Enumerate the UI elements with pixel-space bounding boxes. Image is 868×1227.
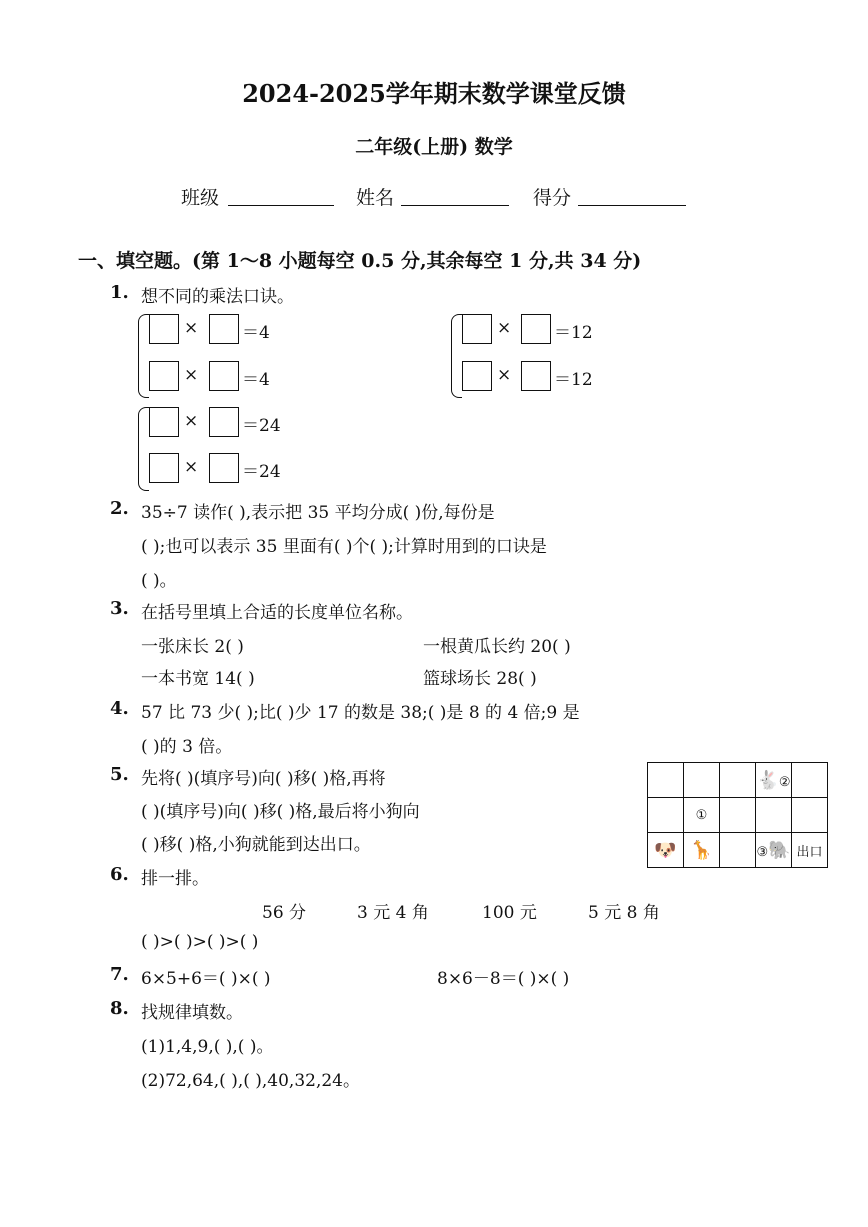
- marker-2: ②: [778, 774, 791, 790]
- answer-box[interactable]: [209, 361, 239, 391]
- question-number: 7.: [110, 964, 129, 985]
- question-number: 8.: [110, 998, 129, 1019]
- question-line: ( );也可以表示 35 里面有( )个( );计算时用到的口诀是: [141, 537, 547, 557]
- answer-box[interactable]: [149, 407, 179, 437]
- question-number: 1.: [110, 282, 129, 303]
- question-number: 4.: [110, 698, 129, 719]
- times-sign: ×: [184, 365, 199, 385]
- elephant-icon: 🐘: [768, 839, 791, 861]
- ordering-line: ( )>( )>( )>( ): [141, 932, 259, 952]
- grid-cell: [756, 798, 792, 833]
- question-text: 排一排。: [141, 869, 209, 889]
- answer-box[interactable]: [149, 453, 179, 483]
- equals-value: ＝4: [242, 323, 270, 343]
- question-line: ( )。: [141, 571, 177, 591]
- money-item: 3 元 4 角: [357, 903, 429, 923]
- grid-cell: [720, 763, 756, 798]
- rabbit-icon: 🐇: [756, 769, 779, 791]
- grid-cell: [648, 798, 684, 833]
- answer-box[interactable]: [209, 407, 239, 437]
- answer-item: 篮球场长 28( ): [423, 669, 537, 689]
- equals-value: ＝12: [554, 323, 593, 343]
- brace: [138, 314, 149, 398]
- times-sign: ×: [184, 318, 199, 338]
- class-field[interactable]: [228, 205, 334, 206]
- times-sign: ×: [497, 318, 512, 338]
- answer-box[interactable]: [462, 361, 492, 391]
- answer-box[interactable]: [521, 361, 551, 391]
- equation-a: 6×5+6＝( )×( ): [141, 969, 271, 989]
- question-line: 35÷7 读作( ),表示把 35 平均分成( )份,每份是: [141, 503, 495, 523]
- page-subtitle: 二年级(上册) 数学: [355, 136, 513, 158]
- question-line: ( )移( )格,小狗就能到达出口。: [141, 835, 371, 855]
- money-item: 5 元 8 角: [588, 903, 660, 923]
- giraffe-icon: 🦒: [690, 839, 713, 861]
- grid-cell: [684, 763, 720, 798]
- question-line: ( )(填序号)向( )移( )格,最后将小狗向: [141, 802, 420, 822]
- equals-value: ＝24: [242, 462, 281, 482]
- money-item: 100 元: [482, 903, 537, 923]
- grid-cell: [756, 833, 792, 868]
- grid-cell: [756, 763, 792, 798]
- question-text: 想不同的乘法口诀。: [141, 287, 294, 307]
- question-text: 找规律填数。: [141, 1003, 243, 1023]
- grid-cell: [720, 833, 756, 868]
- class-label: 班级: [181, 187, 220, 209]
- question-line: 57 比 73 少( );比( )少 17 的数是 38;( )是 8 的 4 倍;9 是: [141, 703, 580, 723]
- answer-item: 一张床长 2( ): [141, 637, 244, 657]
- grid-cell: [792, 833, 828, 868]
- question-number: 5.: [110, 764, 129, 785]
- times-sign: ×: [497, 365, 512, 385]
- times-sign: ×: [184, 457, 199, 477]
- dog-icon: 🐶: [654, 839, 677, 861]
- section-heading: 一、填空题。(第 1～8 小题每空 0.5 分,其余每空 1 分,共 34 分): [78, 250, 642, 272]
- answer-box[interactable]: [521, 314, 551, 344]
- answer-box[interactable]: [149, 361, 179, 391]
- answer-box[interactable]: [462, 314, 492, 344]
- question-number: 6.: [110, 864, 129, 885]
- question-line: 先将( )(填序号)向( )移( )格,再将: [141, 769, 386, 789]
- grid-cell: [684, 833, 720, 868]
- name-field[interactable]: [401, 205, 509, 206]
- brace: [451, 314, 462, 398]
- equals-value: ＝12: [554, 370, 593, 390]
- answer-item: 一根黄瓜长约 20( ): [423, 637, 571, 657]
- grid-cell: [684, 798, 720, 833]
- maze-grid: [647, 762, 828, 868]
- brace: [138, 407, 149, 491]
- marker-1: ①: [695, 808, 708, 823]
- score-field[interactable]: [578, 205, 686, 206]
- equation-b: 8×6－8＝( )×( ): [437, 969, 570, 989]
- answer-item: 一本书宽 14( ): [141, 669, 255, 689]
- answer-box[interactable]: [209, 314, 239, 344]
- times-sign: ×: [184, 411, 199, 431]
- name-label: 姓名: [356, 187, 395, 209]
- question-text: 在括号里填上合适的长度单位名称。: [141, 603, 413, 623]
- answer-box[interactable]: [209, 453, 239, 483]
- equals-value: ＝4: [242, 370, 270, 390]
- grid-cell: [792, 763, 828, 798]
- sequence-2: (2)72,64,( ),( ),40,32,24。: [141, 1071, 360, 1091]
- grid-cell: [720, 798, 756, 833]
- equals-value: ＝24: [242, 416, 281, 436]
- answer-box[interactable]: [149, 314, 179, 344]
- question-line: ( )的 3 倍。: [141, 737, 233, 757]
- grid-cell: [648, 763, 684, 798]
- exit-label: 出口: [796, 844, 823, 860]
- money-item: 56 分: [262, 903, 307, 923]
- marker-3: ③: [756, 844, 769, 860]
- question-number: 3.: [110, 598, 129, 619]
- grid-cell: [792, 798, 828, 833]
- page-title: 2024-2025学年期末数学课堂反馈: [242, 79, 626, 108]
- sequence-1: (1)1,4,9,( ),( )。: [141, 1037, 274, 1057]
- score-label: 得分: [533, 187, 572, 209]
- grid-cell: [648, 833, 684, 868]
- question-number: 2.: [110, 498, 129, 519]
